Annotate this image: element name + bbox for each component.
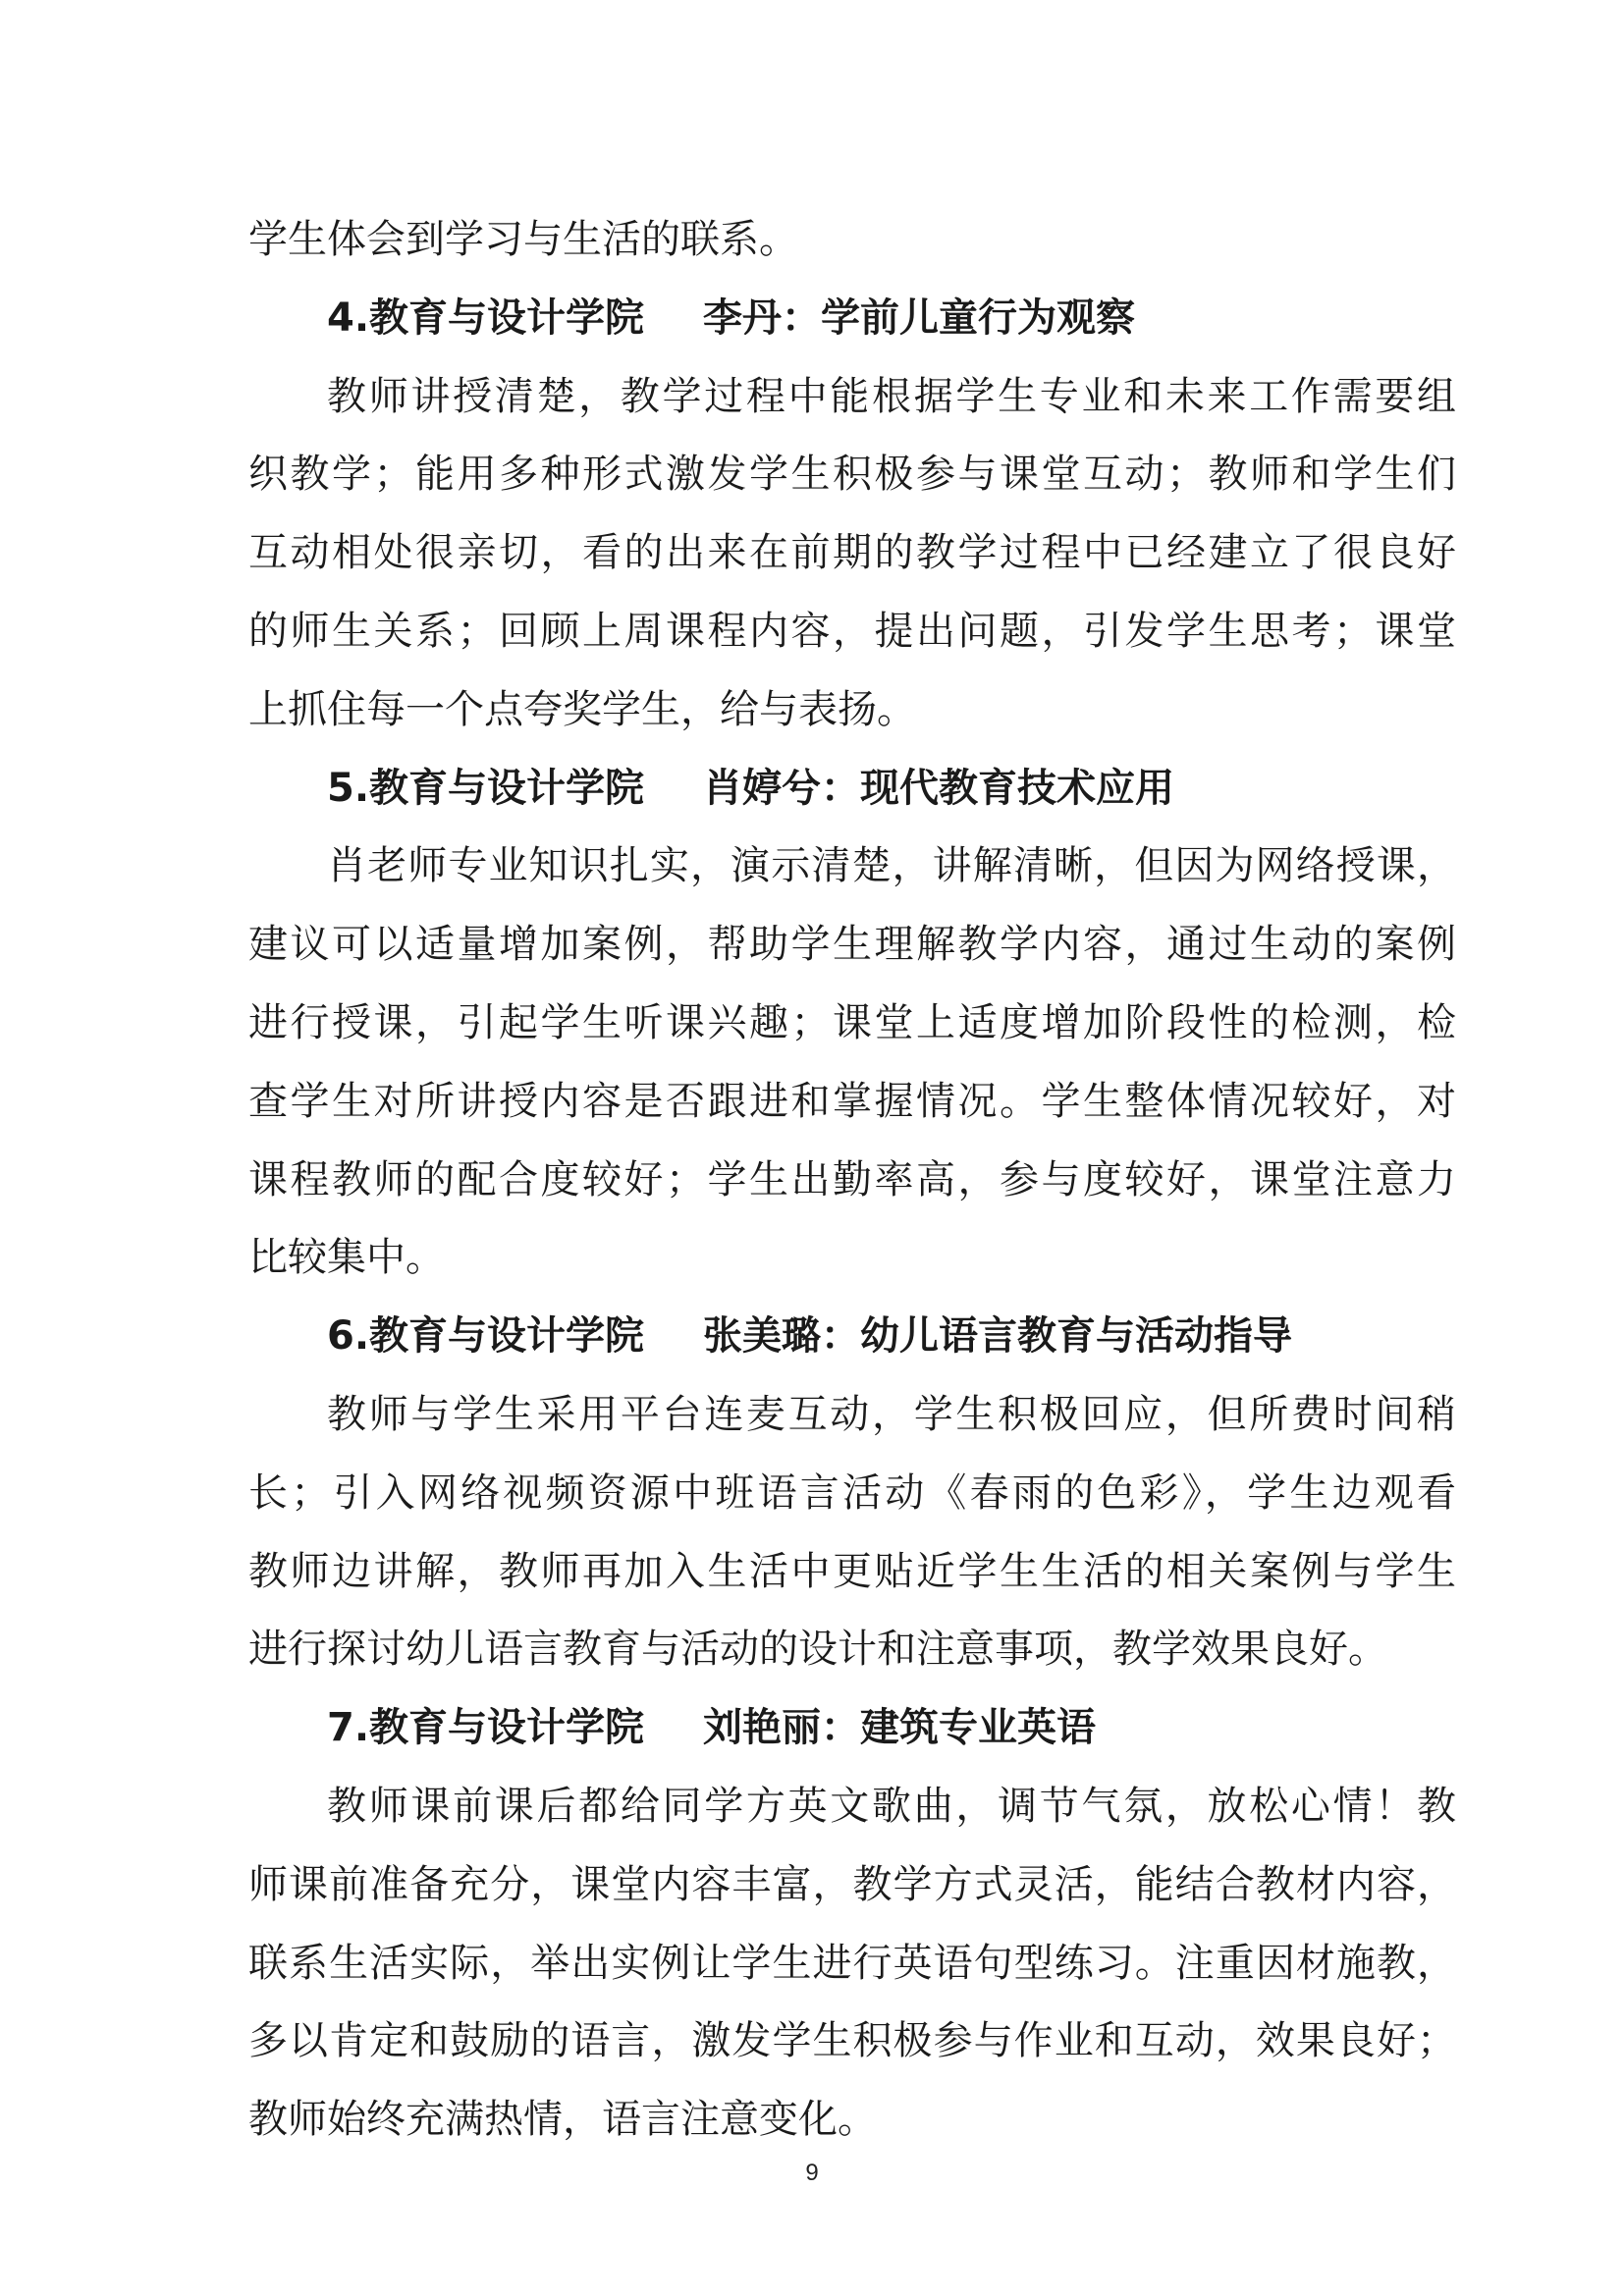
paragraph-line: 互动相处很亲切，看的出来在前期的教学过程中已经建立了很良好 xyxy=(248,530,1456,576)
paragraph-line: 查学生对所讲授内容是否跟进和掌握情况。学生整体情况较好，对 xyxy=(248,1078,1456,1124)
section-heading-prefix: 6.教育与设计学院 xyxy=(327,1313,645,1360)
section-heading-rest: 刘艳丽：建筑专业英语 xyxy=(703,1705,1097,1751)
intro-tail-line: 学生体会到学习与生活的联系。 xyxy=(248,217,798,262)
paragraph-line: 教师课前课后都给同学方英文歌曲，调节气氛，放松心情！教 xyxy=(327,1783,1456,1829)
paragraph-line: 肖老师专业知识扎实，演示清楚，讲解清晰，但因为网络授课， xyxy=(327,843,1456,889)
paragraph-line: 建议可以适量增加案例，帮助学生理解教学内容，通过生动的案例 xyxy=(248,922,1456,968)
section-heading-4 xyxy=(248,280,1456,358)
paragraph-line: 比较集中。 xyxy=(248,1235,445,1281)
paragraph-line: 师课前准备充分，课堂内容丰富，教学方式灵活，能结合教材内容， xyxy=(248,1861,1456,1907)
section-heading-rest: 张美璐：幼儿语言教育与活动指导 xyxy=(703,1313,1293,1360)
paragraph-line: 教师始终充满热情，语言注意变化。 xyxy=(248,2097,877,2143)
paragraph-line: 进行探讨幼儿语言教育与活动的设计和注意事项，教学效果良好。 xyxy=(248,1627,1387,1673)
page-number: 9 xyxy=(805,2160,819,2186)
section-heading-6 xyxy=(248,1298,1456,1376)
paragraph-line: 课程教师的配合度较好；学生出勤率高，参与度较好，课堂注意力 xyxy=(248,1156,1456,1202)
section-heading-prefix: 7.教育与设计学院 xyxy=(327,1705,645,1751)
paragraph-line: 长；引入网络视频资源中班语言活动《春雨的色彩》，学生边观看 xyxy=(248,1469,1456,1516)
section-heading-5 xyxy=(248,750,1456,828)
section-heading-prefix: 4.教育与设计学院 xyxy=(327,294,645,341)
paragraph-line: 多以肯定和鼓励的语言，激发学生积极参与作业和互动，效果良好； xyxy=(248,2018,1456,2064)
section-heading-prefix: 5.教育与设计学院 xyxy=(327,765,645,811)
paragraph-line: 教师与学生采用平台连麦互动，学生积极回应，但所费时间稍 xyxy=(327,1391,1456,1437)
paragraph-line: 联系生活实际，举出实例让学生进行英语句型练习。注重因材施教， xyxy=(248,1940,1456,1986)
paragraph-line: 的师生关系；回顾上周课程内容，提出问题，引发学生思考；课堂 xyxy=(248,608,1456,654)
section-heading-rest: 肖婷兮：现代教育技术应用 xyxy=(703,765,1175,811)
section-heading-7 xyxy=(248,1689,1456,1768)
section-heading-rest: 李丹：学前儿童行为观察 xyxy=(703,294,1136,341)
body-text xyxy=(248,201,1456,2160)
paragraph-line: 教师讲授清楚，教学过程中能根据学生专业和未来工作需要组 xyxy=(327,373,1456,419)
paragraph-line: 教师边讲解，教师再加入生活中更贴近学生生活的相关案例与学生 xyxy=(248,1548,1456,1594)
paragraph-line: 织教学；能用多种形式激发学生积极参与课堂互动；教师和学生们 xyxy=(248,452,1456,498)
paragraph-line: 上抓住每一个点夸奖学生，给与表扬。 xyxy=(248,686,916,732)
paragraph-line: 进行授课，引起学生听课兴趣；课堂上适度增加阶段性的检测，检 xyxy=(248,999,1456,1045)
